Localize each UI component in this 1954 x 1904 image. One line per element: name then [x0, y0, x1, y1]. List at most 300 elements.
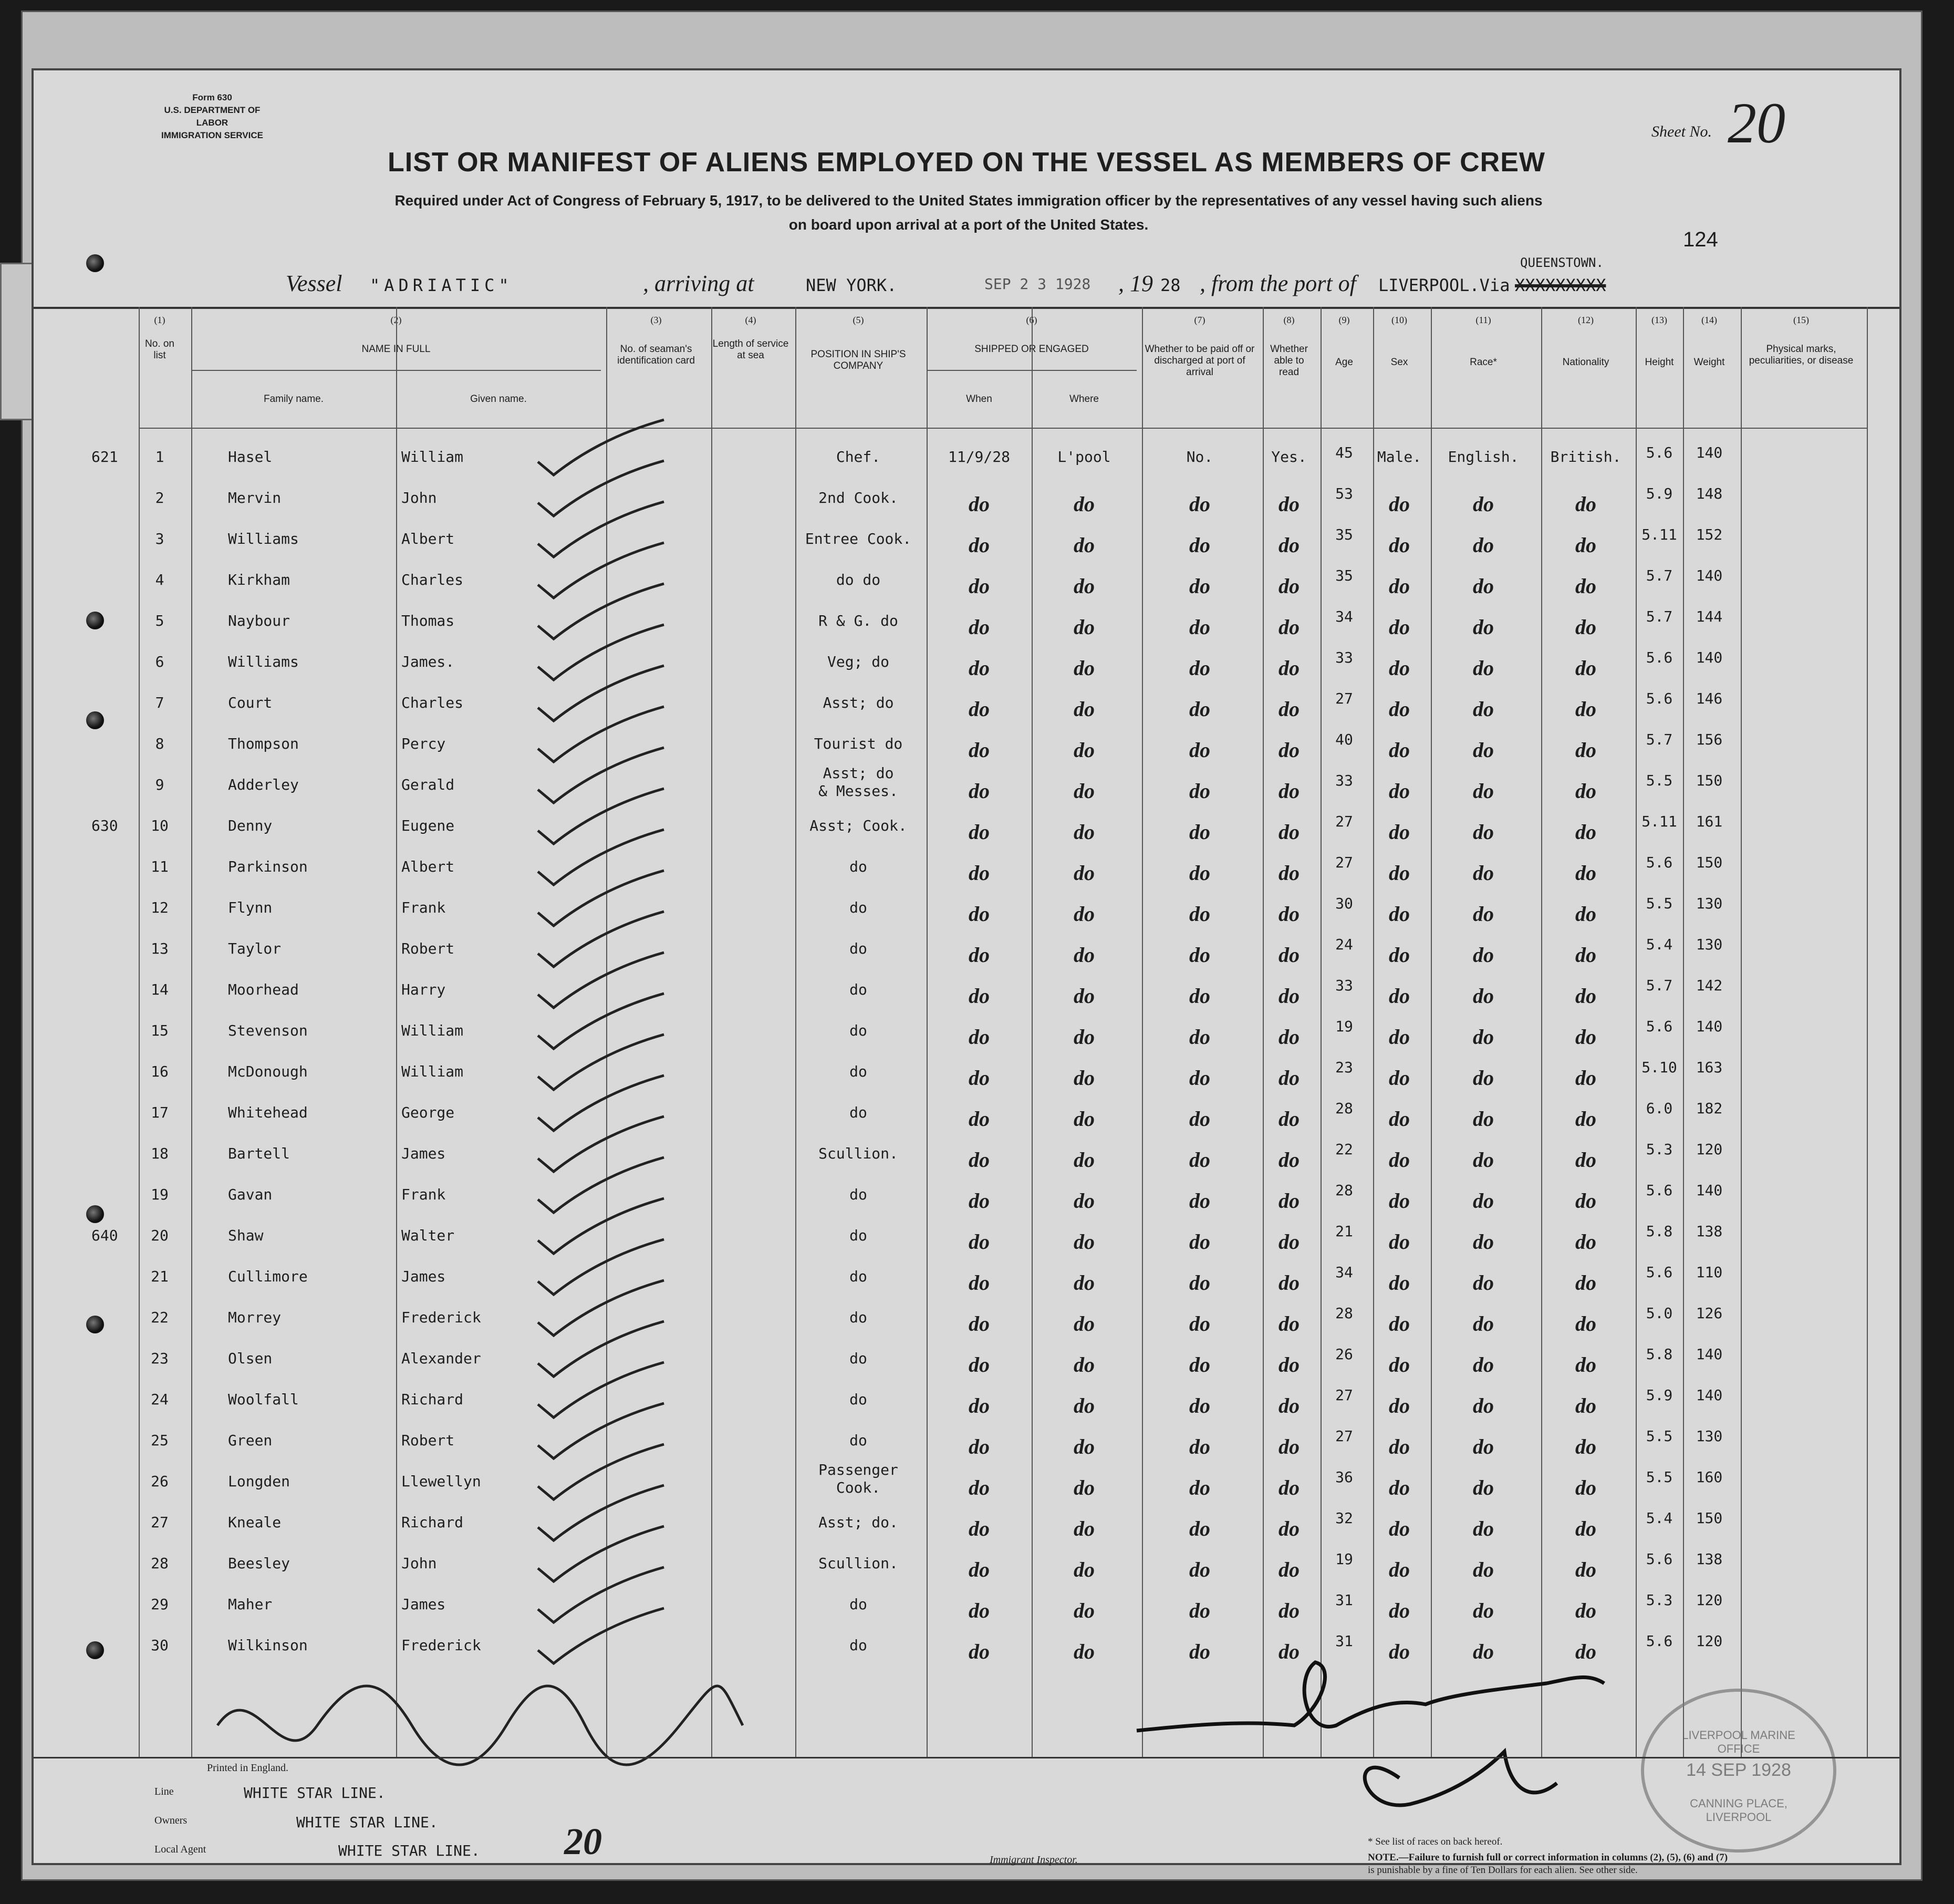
height: 5.6 [1646, 1018, 1673, 1035]
given-name: William [401, 1022, 464, 1039]
ditto-race: do [1473, 697, 1494, 721]
shipped-where: L'pool [1057, 448, 1111, 465]
row-number: 16 [151, 1063, 169, 1080]
ditto-race: do [1473, 1394, 1494, 1417]
ditto-able-to-read: do [1279, 492, 1300, 516]
ditto-where: do [1074, 902, 1095, 926]
family-name: Gavan [228, 1186, 273, 1203]
header-divider [139, 428, 1867, 429]
weight: 130 [1696, 1427, 1723, 1445]
ditto-paid-off: do [1189, 1025, 1210, 1049]
ditto-sex: do [1389, 779, 1410, 803]
ditto-sex: do [1389, 1435, 1410, 1458]
column-divider [191, 307, 192, 1757]
position: R & G. do [818, 612, 898, 629]
ditto-paid-off: do [1189, 574, 1210, 598]
ditto-where: do [1074, 1107, 1095, 1131]
given-name: Alexander [401, 1350, 481, 1367]
margin-count: 621 [91, 448, 118, 465]
ditto-sex: do [1389, 902, 1410, 926]
paid-off: No. [1186, 448, 1213, 465]
given-name: James [401, 1596, 446, 1613]
ditto-paid-off: do [1189, 984, 1210, 1008]
position: do [849, 1104, 867, 1121]
race: English. [1448, 448, 1519, 465]
ditto-when: do [969, 1107, 990, 1131]
weight: 138 [1696, 1550, 1723, 1568]
position: do [849, 1596, 867, 1613]
service: IMMIGRATION SERVICE [161, 130, 263, 140]
ditto-race: do [1473, 574, 1494, 598]
row-number: 19 [151, 1186, 169, 1203]
position: do [849, 1063, 867, 1080]
given-name: William [401, 448, 464, 465]
header-divider [927, 370, 1137, 371]
ditto-able-to-read: do [1279, 861, 1300, 885]
ditto-paid-off: do [1189, 1558, 1210, 1581]
seal-date: 14 SEP 1928 [1686, 1760, 1791, 1780]
ditto-nationality: do [1575, 820, 1596, 844]
header-no-on-list: No. on list [145, 338, 174, 361]
given-name: James [401, 1268, 446, 1285]
position: do [849, 1022, 867, 1039]
family-name: Whitehead [228, 1104, 308, 1121]
ditto-sex: do [1389, 697, 1410, 721]
ditto-paid-off: do [1189, 533, 1210, 557]
ditto-able-to-read: do [1279, 1312, 1300, 1336]
ditto-where: do [1074, 1189, 1095, 1213]
height: 5.6 [1646, 690, 1673, 707]
weight: 142 [1696, 977, 1723, 994]
family-name: Court [228, 694, 273, 711]
shipped-when: 11/9/28 [948, 448, 1010, 465]
sheet-number: 20 [1728, 91, 1785, 155]
ditto-where: do [1074, 820, 1095, 844]
weight: 150 [1696, 772, 1723, 789]
weight: 120 [1696, 1632, 1723, 1650]
from-label: , from the port of [1200, 271, 1356, 296]
punch-hole [86, 1316, 104, 1333]
family-name: Wilkinson [228, 1637, 308, 1654]
header-nationality: Nationality [1562, 357, 1609, 368]
ditto-sex: do [1389, 1476, 1410, 1499]
ditto-where: do [1074, 697, 1095, 721]
ditto-where: do [1074, 1558, 1095, 1581]
ditto-race: do [1473, 1476, 1494, 1499]
given-name: Charles [401, 571, 464, 588]
family-name: Thompson [228, 735, 299, 752]
row-number: 27 [151, 1514, 169, 1531]
ditto-nationality: do [1575, 1189, 1596, 1213]
ditto-sex: do [1389, 1107, 1410, 1131]
ditto-able-to-read: do [1279, 1394, 1300, 1417]
ditto-race: do [1473, 1230, 1494, 1254]
position: Scullion. [818, 1145, 898, 1162]
ditto-where: do [1074, 656, 1095, 680]
age: 35 [1335, 526, 1353, 543]
family-name: Longden [228, 1473, 290, 1490]
ditto-paid-off: do [1189, 1230, 1210, 1254]
position: Veg; do [827, 653, 889, 670]
ditto-race: do [1473, 1312, 1494, 1336]
ditto-able-to-read: do [1279, 1148, 1300, 1172]
ditto-sex: do [1389, 738, 1410, 762]
position: do [849, 899, 867, 916]
family-name: Green [228, 1432, 273, 1449]
age: 23 [1335, 1059, 1353, 1076]
ditto-where: do [1074, 943, 1095, 967]
age: 27 [1335, 1386, 1353, 1404]
subtitle [191, 189, 1746, 237]
header-sex: Sex [1390, 357, 1408, 368]
row-number: 22 [151, 1309, 169, 1326]
ditto-nationality: do [1575, 492, 1596, 516]
height: 5.4 [1646, 1509, 1673, 1527]
weight: 120 [1696, 1591, 1723, 1609]
ditto-sex: do [1389, 615, 1410, 639]
sheet-number-label: Sheet No. [1651, 123, 1712, 140]
header-divider [191, 370, 601, 371]
row-number: 28 [151, 1555, 169, 1572]
ditto-sex: do [1389, 1640, 1410, 1663]
header-race: Race* [1470, 357, 1497, 368]
row-number: 29 [151, 1596, 169, 1613]
ditto-able-to-read: do [1279, 1025, 1300, 1049]
given-name: James. [401, 653, 455, 670]
ditto-when: do [969, 1599, 990, 1622]
row-number: 21 [151, 1268, 169, 1285]
position-line-2: Cook. [836, 1479, 881, 1496]
column-number: (6) [1026, 315, 1037, 325]
position: Asst; do [823, 694, 894, 711]
ditto-paid-off: do [1189, 861, 1210, 885]
row-number: 11 [151, 858, 169, 875]
year-value: 28 [1160, 275, 1181, 295]
ditto-race: do [1473, 1025, 1494, 1049]
row-number: 20 [151, 1227, 169, 1244]
given-name: Llewellyn [401, 1473, 481, 1490]
punch-hole [86, 711, 104, 729]
height: 5.6 [1646, 649, 1673, 666]
from-port: LIVERPOOL.Via [1378, 275, 1510, 295]
ditto-race: do [1473, 820, 1494, 844]
age: 27 [1335, 854, 1353, 871]
ditto-race: do [1473, 1271, 1494, 1295]
check-mark [533, 1606, 669, 1669]
ditto-able-to-read: do [1279, 1353, 1300, 1377]
inspector-signature [1137, 1662, 1604, 1731]
column-divider [1741, 307, 1742, 1757]
date-stamp: SEP 2 3 1928 [984, 275, 1091, 293]
ditto-nationality: do [1575, 1312, 1596, 1336]
ditto-paid-off: do [1189, 656, 1210, 680]
ditto-nationality: do [1575, 861, 1596, 885]
ditto-nationality: do [1575, 984, 1596, 1008]
age: 31 [1335, 1591, 1353, 1609]
family-name: Beesley [228, 1555, 290, 1572]
ditto-nationality: do [1575, 1230, 1596, 1254]
liverpool-marine-office-seal [1641, 1689, 1836, 1853]
family-name: Taylor [228, 940, 282, 957]
header-when: When [966, 394, 992, 405]
weight: 140 [1696, 1386, 1723, 1404]
age: 35 [1335, 567, 1353, 584]
ditto-nationality: do [1575, 1517, 1596, 1540]
ditto-paid-off: do [1189, 779, 1210, 803]
position: do [849, 981, 867, 998]
column-divider [396, 307, 397, 1757]
weight: 152 [1696, 526, 1723, 543]
position: do [849, 858, 867, 875]
ditto-race: do [1473, 779, 1494, 803]
family-name: Moorhead [228, 981, 299, 998]
ditto-paid-off: do [1189, 1353, 1210, 1377]
weight: 150 [1696, 854, 1723, 871]
ditto-paid-off: do [1189, 1189, 1210, 1213]
row-number: 6 [155, 653, 164, 670]
ditto-when: do [969, 1640, 990, 1663]
given-name: Robert [401, 1432, 455, 1449]
ditto-where: do [1074, 861, 1095, 885]
row-number: 18 [151, 1145, 169, 1162]
ditto-paid-off: do [1189, 738, 1210, 762]
column-number: (4) [745, 315, 756, 325]
margin-count: 640 [91, 1227, 118, 1244]
department: U.S. DEPARTMENT OF LABOR [164, 105, 261, 128]
given-name: William [401, 1063, 464, 1080]
row-number: 26 [151, 1473, 169, 1490]
ditto-when: do [969, 1517, 990, 1540]
ditto-able-to-read: do [1279, 533, 1300, 557]
age: 19 [1335, 1018, 1353, 1035]
position: do [849, 1432, 867, 1449]
ditto-when: do [969, 492, 990, 516]
ditto-able-to-read: do [1279, 1599, 1300, 1622]
age: 30 [1335, 895, 1353, 912]
row-number: 12 [151, 899, 169, 916]
age: 28 [1335, 1182, 1353, 1199]
vessel-line [34, 255, 1899, 302]
ditto-nationality: do [1575, 1148, 1596, 1172]
ditto-when: do [969, 1476, 990, 1499]
row-number: 9 [155, 776, 164, 793]
weight: 161 [1696, 813, 1723, 830]
weight: 140 [1696, 1018, 1723, 1035]
ditto-able-to-read: do [1279, 984, 1300, 1008]
height: 5.11 [1641, 526, 1677, 543]
given-name: Frank [401, 1186, 446, 1203]
ditto-race: do [1473, 1435, 1494, 1458]
ditto-when: do [969, 1394, 990, 1417]
races-note: * See list of races on back hereof. [1368, 1836, 1503, 1847]
given-name: Frederick [401, 1637, 481, 1654]
weight: 144 [1696, 608, 1723, 625]
ditto-sex: do [1389, 1394, 1410, 1417]
ditto-race: do [1473, 1517, 1494, 1540]
immigrant-inspector-label: Immigrant Inspector. [990, 1854, 1078, 1866]
row-number: 8 [155, 735, 164, 752]
ditto-able-to-read: do [1279, 1640, 1300, 1663]
ditto-able-to-read: do [1279, 1189, 1300, 1213]
punch-hole [86, 254, 104, 272]
ditto-nationality: do [1575, 1271, 1596, 1295]
height: 5.6 [1646, 444, 1673, 461]
position: do [849, 1268, 867, 1285]
page-title: LIST OR MANIFEST OF ALIENS EMPLOYED ON THE VESSEL AS MEMBERS OF CREW [388, 147, 1545, 178]
punch-hole [86, 1205, 104, 1223]
given-name: Walter [401, 1227, 455, 1244]
ditto-race: do [1473, 1640, 1494, 1663]
ditto-paid-off: do [1189, 697, 1210, 721]
family-name: Kneale [228, 1514, 282, 1531]
ditto-when: do [969, 1230, 990, 1254]
header-weight: Weight [1693, 357, 1725, 368]
height: 5.4 [1646, 936, 1673, 953]
given-name: John [401, 1555, 437, 1572]
vessel-label: Vessel [286, 271, 342, 296]
ditto-when: do [969, 738, 990, 762]
height: 5.8 [1646, 1346, 1673, 1363]
weight: 150 [1696, 1509, 1723, 1527]
given-name: John [401, 489, 437, 506]
manifest-sheet [32, 68, 1901, 1876]
ditto-nationality: do [1575, 697, 1596, 721]
ditto-where: do [1074, 1353, 1095, 1377]
ditto-where: do [1074, 1271, 1095, 1295]
row-number: 17 [151, 1104, 169, 1121]
header-family-name: Family name. [263, 394, 324, 405]
row-number: 7 [155, 694, 164, 711]
margin-count: 630 [91, 817, 118, 834]
ditto-race: do [1473, 1107, 1494, 1131]
row-number: 2 [155, 489, 164, 506]
weight: 146 [1696, 690, 1723, 707]
position: do [849, 1186, 867, 1203]
ditto-when: do [969, 943, 990, 967]
header-name-in-full: NAME IN FULL [361, 344, 431, 355]
ditto-where: do [1074, 1640, 1095, 1663]
ditto-race: do [1473, 984, 1494, 1008]
row-number: 14 [151, 981, 169, 998]
header-physical-marks: Physical marks, peculiarities, or disease [1749, 344, 1854, 366]
ditto-nationality: do [1575, 902, 1596, 926]
column-number: (14) [1701, 315, 1717, 325]
age: 40 [1335, 731, 1353, 748]
position: do [849, 1637, 867, 1654]
ditto-sex: do [1389, 492, 1410, 516]
ditto-nationality: do [1575, 1025, 1596, 1049]
ditto-able-to-read: do [1279, 574, 1300, 598]
age: 34 [1335, 608, 1353, 625]
given-name: Harry [401, 981, 446, 998]
height: 5.8 [1646, 1223, 1673, 1240]
age: 33 [1335, 977, 1353, 994]
ditto-race: do [1473, 902, 1494, 926]
height: 5.6 [1646, 1632, 1673, 1650]
ditto-where: do [1074, 738, 1095, 762]
ditto-able-to-read: do [1279, 1271, 1300, 1295]
row-number: 24 [151, 1391, 169, 1408]
age: 31 [1335, 1632, 1353, 1650]
row-number: 1 [155, 448, 164, 465]
family-name: Maher [228, 1596, 273, 1613]
position-line-2: & Messes. [818, 782, 898, 800]
position: Asst; do. [818, 1514, 898, 1531]
ditto-when: do [969, 656, 990, 680]
row-number: 15 [151, 1022, 169, 1039]
ditto-where: do [1074, 1066, 1095, 1090]
ditto-paid-off: do [1189, 492, 1210, 516]
ditto-paid-off: do [1189, 1517, 1210, 1540]
header-top-rule [34, 307, 1899, 309]
given-name: James [401, 1145, 446, 1162]
given-name: Eugene [401, 817, 455, 834]
ditto-paid-off: do [1189, 1271, 1210, 1295]
ditto-when: do [969, 1353, 990, 1377]
height: 5.5 [1646, 1468, 1673, 1486]
age: 22 [1335, 1141, 1353, 1158]
column-number: (5) [853, 315, 864, 325]
ditto-paid-off: do [1189, 1476, 1210, 1499]
strikeout-scribble [217, 1686, 743, 1765]
age: 36 [1335, 1468, 1353, 1486]
height: 5.0 [1646, 1305, 1673, 1322]
height: 5.3 [1646, 1591, 1673, 1609]
weight: 120 [1696, 1141, 1723, 1158]
ditto-when: do [969, 820, 990, 844]
position: Asst; do [823, 764, 894, 782]
row-number: 23 [151, 1350, 169, 1367]
family-name: Denny [228, 817, 273, 834]
given-name: Gerald [401, 776, 455, 793]
height: 5.7 [1646, 731, 1673, 748]
ditto-paid-off: do [1189, 1599, 1210, 1622]
weight: 110 [1696, 1264, 1723, 1281]
weight: 140 [1696, 1346, 1723, 1363]
column-number: (13) [1651, 315, 1667, 325]
age: 27 [1335, 1427, 1353, 1445]
age: 19 [1335, 1550, 1353, 1568]
family-name: Olsen [228, 1350, 273, 1367]
height: 5.6 [1646, 854, 1673, 871]
column-number: (9) [1338, 315, 1350, 325]
position: do [849, 1391, 867, 1408]
height: 5.10 [1641, 1059, 1677, 1076]
column-divider [711, 307, 712, 1757]
age: 24 [1335, 936, 1353, 953]
ditto-race: do [1473, 1353, 1494, 1377]
ditto-when: do [969, 1066, 990, 1090]
row-number: 30 [151, 1637, 169, 1654]
ditto-paid-off: do [1189, 1640, 1210, 1663]
subtitle-line-2: on board upon arrival at a port of the United States. [788, 216, 1149, 233]
handwritten-sheet-number: 20 [564, 1820, 602, 1862]
family-name: Parkinson [228, 858, 308, 875]
ditto-race: do [1473, 1066, 1494, 1090]
family-name: Morrey [228, 1309, 282, 1326]
ditto-where: do [1074, 1148, 1095, 1172]
weight: 140 [1696, 649, 1723, 666]
height: 5.6 [1646, 1550, 1673, 1568]
age: 33 [1335, 649, 1353, 666]
ditto-sex: do [1389, 1230, 1410, 1254]
ditto-able-to-read: do [1279, 1558, 1300, 1581]
age: 27 [1335, 813, 1353, 830]
height: 5.6 [1646, 1182, 1673, 1199]
form-number: Form 630 [192, 92, 232, 102]
printed-in-england: Printed in England. [207, 1762, 288, 1774]
family-name: Williams [228, 530, 299, 547]
